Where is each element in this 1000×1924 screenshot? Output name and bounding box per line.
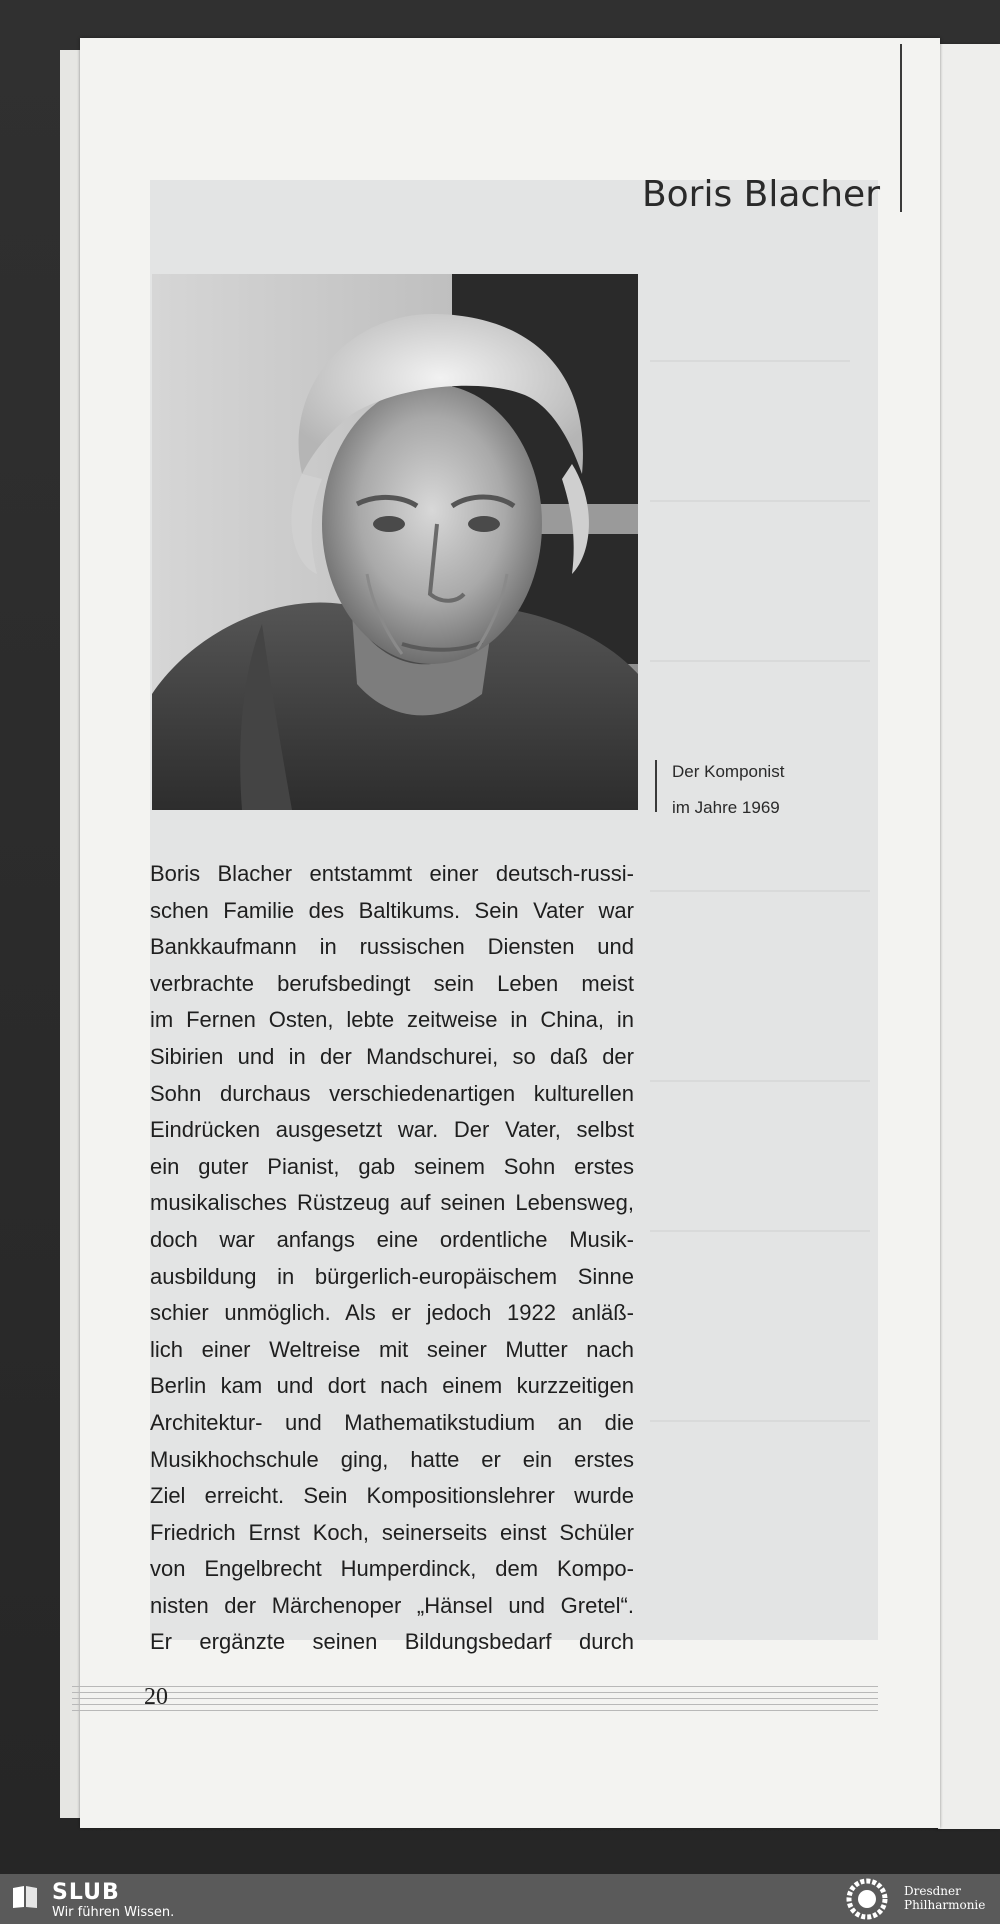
- text-line: schier unmöglich. Als er jedoch 1922 anläß-: [150, 1300, 634, 1326]
- show-through-line: [650, 1230, 870, 1232]
- caption-line: im Jahre 1969: [672, 798, 780, 817]
- body-paragraph: [150, 856, 634, 1661]
- show-through-line: [650, 1420, 870, 1422]
- portrait-image: [152, 274, 638, 810]
- text-line: Bankkaufmann in russischen Diensten und: [150, 934, 634, 960]
- show-through-line: [650, 500, 870, 502]
- staff-line: [72, 1686, 878, 1687]
- staff-line: [72, 1692, 878, 1693]
- page-number: 20: [144, 1684, 168, 1710]
- text-line: Friedrich Ernst Koch, seinerseits einst Schüler: [150, 1519, 634, 1545]
- staff-line: [72, 1710, 878, 1711]
- page-title: Boris Blacher: [641, 174, 880, 215]
- partner-line: Philharmonie: [904, 1898, 986, 1912]
- text-line: Er ergänzte seinen Bildungsbedarf durch: [150, 1629, 634, 1655]
- text-line: Eindrücken ausgesetzt war. Der Vater, selbst: [150, 1117, 634, 1143]
- show-through-line: [650, 360, 850, 362]
- slub-logo-text: SLUB: [52, 1880, 120, 1905]
- text-line: schen Familie des Baltikums. Sein Vater war: [150, 897, 634, 923]
- text-line: musikalisches Rüstzeug auf seinen Lebensweg,: [150, 1190, 634, 1216]
- show-through-line: [650, 1080, 870, 1082]
- text-line: Ziel erreicht. Sein Kompositionslehrer wurde: [150, 1483, 634, 1509]
- text-line: im Fernen Osten, lebte zeitweise in China, in: [150, 1007, 634, 1033]
- text-line: ausbildung in bürgerlich-europäischem Sinne: [150, 1263, 634, 1289]
- partner-line: Dresdner: [904, 1884, 961, 1898]
- header-rule: [900, 44, 902, 212]
- show-through-line: [650, 660, 870, 662]
- text-line: Boris Blacher entstammt einer deutsch-russi-: [150, 861, 634, 886]
- text-line: lich einer Weltreise mit seiner Mutter nach: [150, 1336, 634, 1362]
- footer-staff-lines: [72, 1686, 878, 1726]
- caption-line: Der Komponist: [672, 762, 785, 781]
- text-line: ein guter Pianist, gab seinem Sohn erstes: [150, 1153, 634, 1179]
- text-line: Sohn durchaus verschiedenartigen kulturellen: [150, 1080, 634, 1106]
- photo-caption: [672, 754, 784, 826]
- text-line: Sibirien und in der Mandschurei, so daß der: [150, 1043, 634, 1069]
- show-through-line: [650, 890, 870, 892]
- composer-portrait: [152, 274, 638, 810]
- slub-book-icon: [12, 1885, 38, 1909]
- philharmonie-logo-icon: [842, 1877, 892, 1921]
- slub-tagline: Wir führen Wissen.: [52, 1905, 175, 1920]
- caption-rule: [655, 760, 657, 812]
- staff-line: [72, 1704, 878, 1705]
- philharmonie-logo-text: [904, 1884, 985, 1912]
- adjacent-page-edge: [938, 44, 1000, 1829]
- text-line: nisten der Märchenoper „Hänsel und Gretel“.: [150, 1592, 634, 1618]
- text-line: Berlin kam und dort nach einem kurzzeitigen: [150, 1373, 634, 1399]
- text-line: verbrachte berufsbedingt sein Leben meist: [150, 970, 634, 996]
- text-line: doch war anfangs eine ordentliche Musik-: [150, 1226, 634, 1252]
- text-line: Musikhochschule ging, hatte er ein erstes: [150, 1446, 634, 1472]
- viewer-footer-bar: [0, 1874, 1000, 1924]
- staff-line: [72, 1698, 878, 1699]
- text-line: von Engelbrecht Humperdinck, dem Kompo-: [150, 1556, 634, 1582]
- text-line: Architektur- und Mathematikstudium an die: [150, 1409, 634, 1435]
